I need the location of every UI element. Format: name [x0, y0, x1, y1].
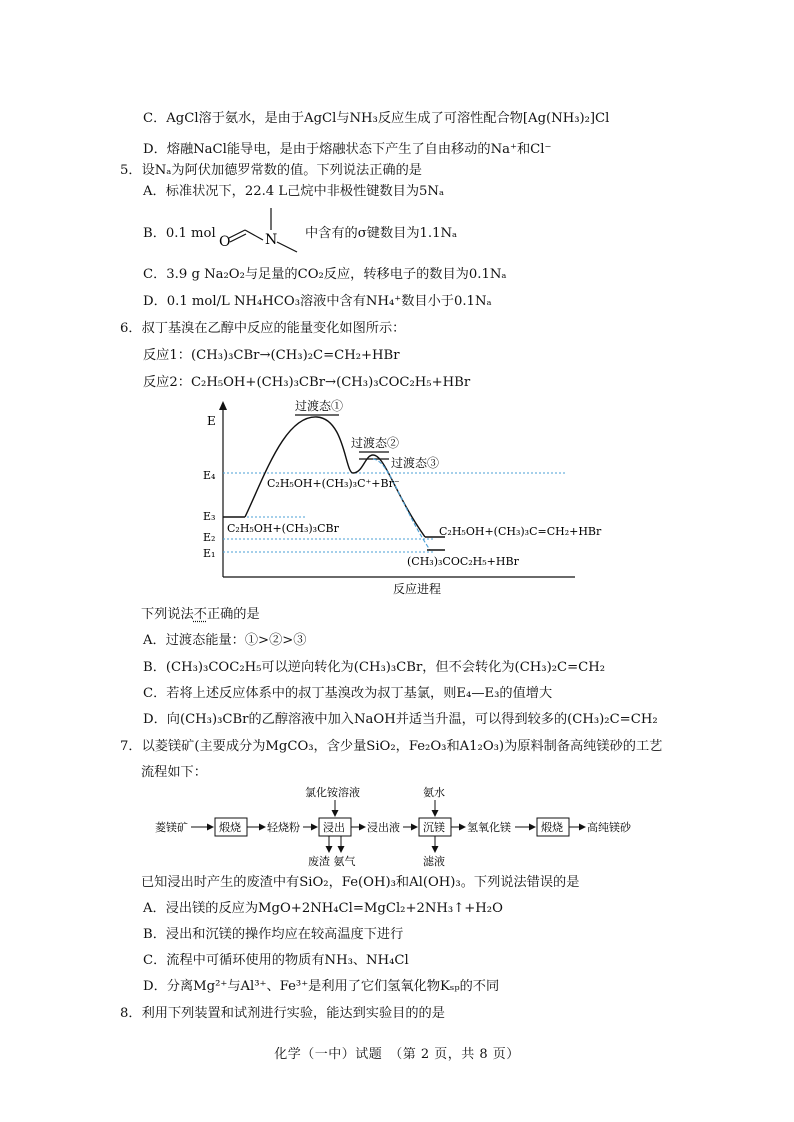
flow-calcine-label-2: 煅烧: [541, 821, 563, 834]
ts2-label: 过渡态②: [351, 436, 400, 450]
q6-question: [141, 606, 260, 624]
q7-option-d: D．分离Mg²⁺与Al³⁺、Fe³⁺是利用了它们氢氧化物Kₛₚ的不同: [143, 979, 500, 994]
q4-option-c: C．AgCl溶于氨水，是由于AgCl与NH₃反应生成了可溶性配合物[Ag(NH₃)₂]Cl: [143, 111, 610, 126]
q6-question-not: 不: [193, 607, 207, 622]
page-footer: 化学（一中）试题 （第 2 页，共 8 页）: [274, 1047, 520, 1062]
flow-raw-material: 菱镁矿: [155, 821, 188, 834]
flow-leachate: 浸出液: [367, 821, 400, 834]
q6-reaction-2: 反应2：C₂H₅OH+(CH₃)₃CBr→(CH₃)₃COC₂H₅+HBr: [143, 375, 471, 390]
y-axis-arrow-icon: [219, 401, 227, 410]
level-e1: E₁: [203, 547, 216, 560]
q7-option-b: B．浸出和沉镁的操作均应在较高温度下进行: [143, 927, 404, 942]
q6-option-a: A．过渡态能量：①>②>③: [143, 633, 307, 648]
reaction-2-curve: [373, 459, 430, 550]
level-e3: E₃: [203, 510, 216, 523]
energy-diagram: [195, 395, 615, 600]
q5-option-a: A．标准状况下，22.4 L己烷中非极性键数目为5Nₐ: [143, 184, 445, 199]
intermediate-label: C₂H₅OH+(CH₃)₃C⁺+Br⁻: [267, 477, 400, 490]
q5-stem: 5．设Nₐ为阿伏加德罗常数的值。下列说法正确的是: [120, 163, 422, 178]
flow-calcine-label-1: 煅烧: [219, 821, 241, 834]
q6-option-c: C．若将上述反应体系中的叔丁基溴改为叔丁基氯，则E₄—E₃的值增大: [143, 686, 553, 701]
reactant-label: C₂H₅OH+(CH₃)₃CBr: [227, 522, 339, 535]
process-flowchart: [155, 782, 655, 870]
dmf-structure: [215, 202, 305, 254]
q7-option-c: C．流程中可循环使用的物质有NH₃、NH₄Cl: [143, 953, 409, 968]
ts1-label: 过渡态①: [295, 399, 344, 413]
q5-option-d: D．0.1 mol/L NH₄HCO₃溶液中含有NH₄⁺数目小于0.1Nₐ: [143, 294, 492, 309]
level-e2: E₂: [203, 531, 216, 544]
q6-reaction-1: 反应1：(CH₃)₃CBr→(CH₃)₂C=CH₂+HBr: [143, 348, 400, 363]
flow-mg-hydroxide: 氢氧化镁: [467, 821, 511, 834]
flow-precipitate-label: 沉镁: [423, 821, 445, 834]
mol-nitrogen-label: N: [265, 232, 278, 248]
y-axis-label: E: [207, 414, 216, 428]
q7-stem-line-2: 流程如下：: [141, 765, 207, 780]
level-e4: E₄: [203, 469, 216, 482]
q8-stem: 8．利用下列装置和试剂进行实验，能达到实验目的的是: [120, 1006, 445, 1021]
flow-ammonia-input: 氨水: [423, 786, 445, 799]
flow-final-product: 高纯镁砂: [587, 821, 631, 834]
q4-option-d: D．熔融NaCl能导电，是由于熔融状态下产生了自由移动的Na⁺和Cl⁻: [143, 142, 552, 157]
product-1-label: C₂H₅OH+(CH₃)₃C=CH₂+HBr: [439, 525, 602, 538]
ts3-label: 过渡态③: [391, 456, 440, 470]
q7-note: 已知浸出时产生的废渣中有SiO₂，Fe(OH)₃和Al(OH)₃。下列说法错误的是: [141, 875, 580, 890]
q5-option-c: C．3.9 g Na₂O₂与足量的CO₂反应，转移电子的数目为0.1Nₐ: [143, 267, 507, 282]
q7-stem-line-1: 7．以菱镁矿(主要成分为MgCO₃，含少量SiO₂，Fe₂O₃和A1₂O₃)为原料制备高纯镁砂的工艺: [120, 739, 663, 754]
flow-light-powder: 轻烧粉: [267, 821, 300, 834]
q5-option-b-suffix: 中含有的σ键数目为1.1Nₐ: [305, 226, 458, 241]
q6-option-b: B．(CH₃)₃COC₂H₅可以逆向转化为(CH₃)₃CBr，但不会转化为(CH₃)₂C=CH₂: [143, 660, 606, 675]
mol-oxygen-label: O: [219, 234, 231, 250]
product-2-label: (CH₃)₃COC₂H₅+HBr: [407, 555, 519, 568]
q6-question-post: 正确的是: [206, 607, 260, 622]
q6-question-pre: 下列说法: [141, 607, 194, 622]
flow-leach-outputs: 废渣 氨气: [308, 855, 356, 868]
flow-nh4cl-input: 氯化铵溶液: [305, 786, 360, 799]
flow-filtrate: 滤液: [423, 855, 445, 868]
q6-stem: 6．叔丁基溴在乙醇中反应的能量变化如图所示：: [120, 321, 406, 336]
flow-leach-label: 浸出: [323, 821, 345, 834]
x-axis-label: 反应进程: [393, 582, 442, 596]
q6-option-d: D．向(CH₃)₃CBr的乙醇溶液中加入NaOH并适当升温，可以得到较多的(CH₃)₂C=CH₂: [143, 712, 658, 727]
q7-option-a: A．浸出镁的反应为MgO+2NH₄Cl=MgCl₂+2NH₃↑+H₂O: [143, 901, 503, 916]
q5-option-b-prefix: B．0.1 mol: [143, 226, 216, 241]
